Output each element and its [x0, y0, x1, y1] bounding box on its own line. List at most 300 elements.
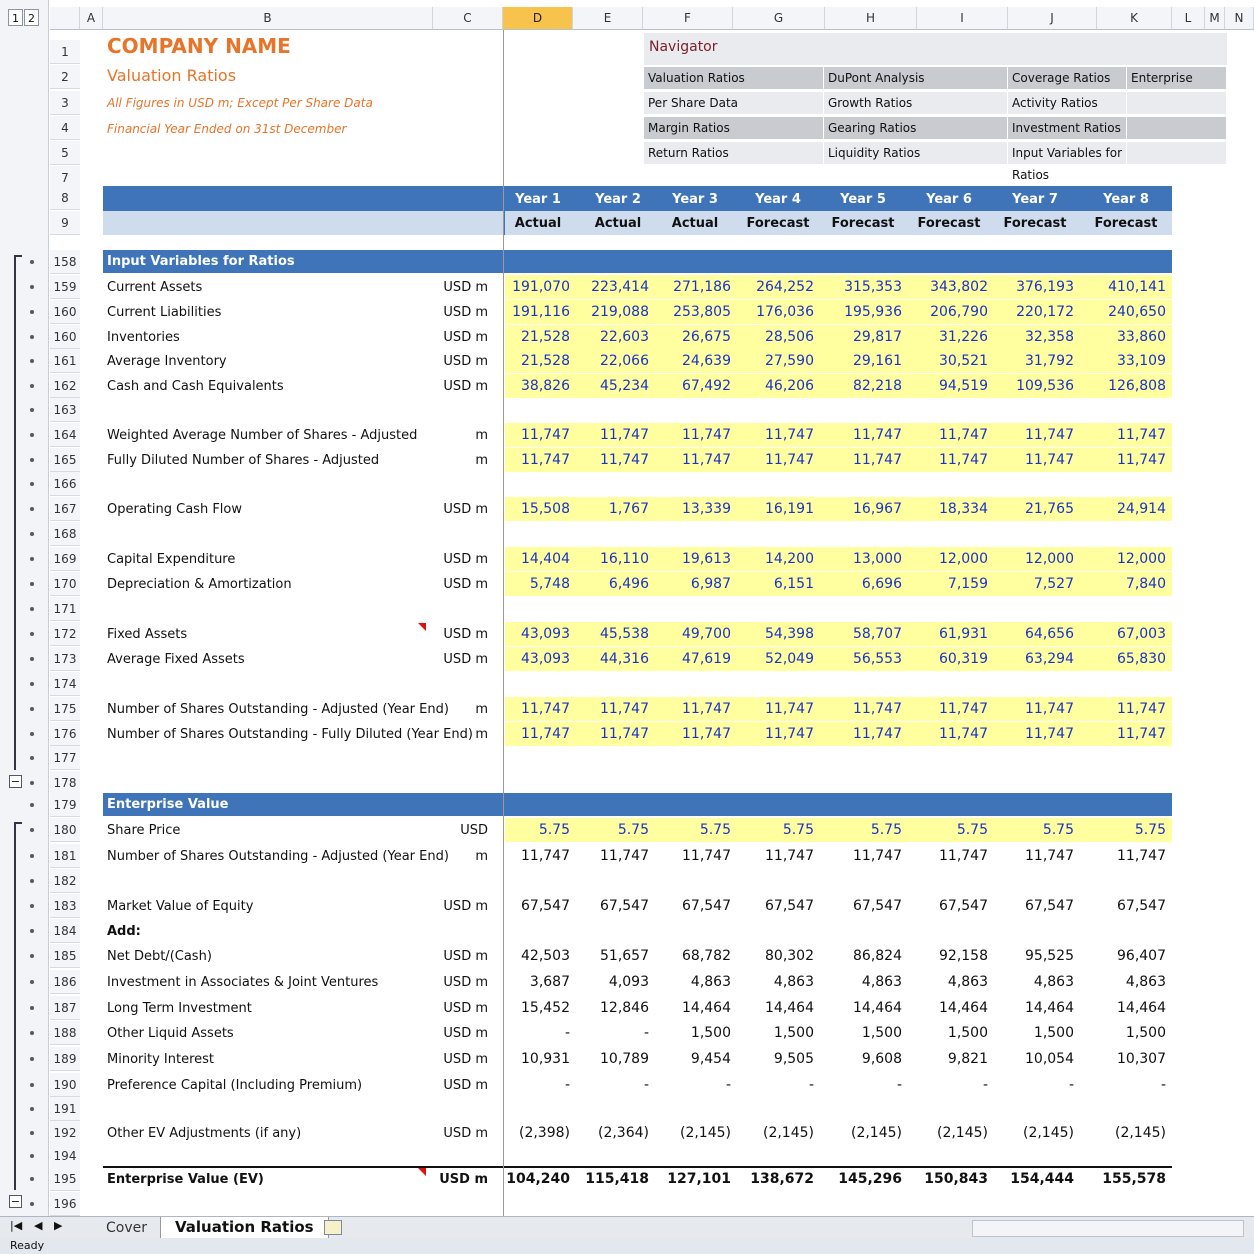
row-header[interactable]: 179 — [50, 793, 80, 817]
value-cell[interactable]: 43,093 — [521, 626, 570, 642]
outline-dot-icon — [30, 954, 34, 958]
value-cell[interactable]: - — [1068, 1077, 1074, 1093]
row-header[interactable]: 189 — [50, 1047, 80, 1071]
value-cell[interactable]: 10,054 — [1025, 1051, 1074, 1067]
value-cell[interactable]: 343,802 — [930, 279, 988, 295]
value-cell[interactable]: 21,765 — [1025, 501, 1074, 517]
value-cell[interactable]: 95,525 — [1025, 948, 1074, 964]
value-cell[interactable]: (2,145) — [936, 1125, 988, 1141]
value-cell[interactable]: 47,619 — [682, 651, 731, 667]
value-cell[interactable]: 46,206 — [765, 378, 814, 394]
value-cell[interactable]: 49,700 — [682, 626, 731, 642]
row-header[interactable]: 195 — [50, 1167, 80, 1191]
value-cell[interactable]: 11,747 — [521, 452, 570, 468]
value-cell[interactable]: - — [564, 1025, 570, 1041]
value-cell[interactable]: 11,747 — [1117, 848, 1166, 864]
navigator-link[interactable]: Growth Ratios — [824, 92, 1007, 114]
value-cell[interactable]: 14,464 — [853, 1000, 902, 1016]
row-header[interactable]: 160 — [50, 300, 80, 324]
outline-dot-icon — [30, 632, 34, 636]
value-cell[interactable]: 109,536 — [1016, 378, 1074, 394]
value-cell[interactable]: 6,696 — [861, 576, 902, 592]
row-header[interactable]: 164 — [50, 423, 80, 447]
row-header[interactable]: 173 — [50, 647, 80, 671]
row-header[interactable]: 186 — [50, 970, 80, 994]
column-header-k[interactable]: K — [1097, 7, 1172, 30]
value-cell[interactable]: 67,547 — [1117, 898, 1166, 914]
value-cell[interactable]: 11,747 — [1025, 726, 1074, 742]
value-cell[interactable]: 67,547 — [600, 898, 649, 914]
outline-collapse-button[interactable]: − — [10, 775, 21, 788]
value-cell[interactable]: 11,747 — [682, 452, 731, 468]
value-cell[interactable]: 67,547 — [853, 898, 902, 914]
value-cell[interactable]: 33,109 — [1117, 353, 1166, 369]
row-header[interactable]: 172 — [50, 622, 80, 646]
value-cell[interactable]: 64,656 — [1025, 626, 1074, 642]
value-cell[interactable]: 376,193 — [1016, 279, 1074, 295]
tab-valuation-ratios[interactable]: Valuation Ratios — [160, 1217, 329, 1239]
outline-dot-icon — [30, 1006, 34, 1010]
value-cell[interactable]: 92,158 — [939, 948, 988, 964]
value-cell[interactable]: 67,492 — [682, 378, 731, 394]
outline-dot-icon — [30, 904, 34, 908]
unit-cell: USD m — [443, 627, 488, 642]
row-header[interactable]: 182 — [50, 869, 80, 893]
value-cell[interactable]: 12,000 — [1025, 551, 1074, 567]
value-cell[interactable]: 22,066 — [600, 353, 649, 369]
row-header[interactable]: 174 — [50, 672, 80, 696]
value-cell[interactable]: (2,145) — [762, 1125, 814, 1141]
row-header[interactable]: 162 — [50, 374, 80, 398]
value-cell[interactable]: 16,110 — [600, 551, 649, 567]
value-cell[interactable]: 5.75 — [538, 822, 570, 838]
value-cell[interactable]: 11,747 — [600, 726, 649, 742]
value-cell[interactable]: 1,500 — [1033, 1025, 1074, 1041]
value-cell[interactable]: 5.75 — [782, 822, 814, 838]
row-header[interactable]: 5 — [50, 141, 80, 165]
value-cell[interactable]: 3,687 — [529, 974, 570, 990]
row-header[interactable]: 196 — [50, 1192, 80, 1216]
value-cell[interactable]: 271,186 — [673, 279, 731, 295]
value-cell[interactable]: 67,003 — [1117, 626, 1166, 642]
row-header[interactable]: 191 — [50, 1097, 80, 1121]
row-header[interactable]: 163 — [50, 398, 80, 422]
value-cell[interactable]: - — [643, 1077, 649, 1093]
value-cell[interactable]: 7,840 — [1125, 576, 1166, 592]
navigator-link[interactable]: Valuation Ratios — [644, 67, 823, 89]
value-cell[interactable]: (2,145) — [850, 1125, 902, 1141]
row-header[interactable]: 171 — [50, 597, 80, 621]
value-cell[interactable]: 11,747 — [682, 726, 731, 742]
value-cell[interactable]: 11,747 — [853, 427, 902, 443]
value-cell[interactable]: 11,747 — [600, 427, 649, 443]
value-cell[interactable]: 21,528 — [521, 353, 570, 369]
value-cell[interactable]: 15,508 — [521, 501, 570, 517]
row-header[interactable]: 185 — [50, 944, 80, 968]
outline-level-2-button[interactable]: 2 — [24, 9, 39, 26]
navigator-link[interactable]: Liquidity Ratios — [824, 142, 1007, 164]
value-cell[interactable]: 5.75 — [699, 822, 731, 838]
value-cell[interactable]: 10,307 — [1117, 1051, 1166, 1067]
value-cell[interactable]: 11,747 — [1025, 701, 1074, 717]
value-cell[interactable]: 24,639 — [682, 353, 731, 369]
value-cell[interactable]: 63,294 — [1025, 651, 1074, 667]
unit-cell: USD m — [443, 1026, 488, 1041]
value-cell[interactable]: 11,747 — [853, 726, 902, 742]
value-cell[interactable]: 94,519 — [939, 378, 988, 394]
value-cell[interactable]: 11,747 — [853, 848, 902, 864]
value-cell[interactable]: 56,553 — [853, 651, 902, 667]
value-cell[interactable]: 38,826 — [521, 378, 570, 394]
value-cell[interactable]: - — [896, 1077, 902, 1093]
column-header-l[interactable]: L — [1172, 7, 1205, 30]
row-header[interactable]: 176 — [50, 722, 80, 746]
value-cell[interactable]: 11,747 — [1025, 848, 1074, 864]
navigator-link[interactable]: Coverage Ratios — [1008, 67, 1126, 89]
value-cell[interactable]: (2,364) — [597, 1125, 649, 1141]
value-cell[interactable]: 61,931 — [939, 626, 988, 642]
value-cell[interactable]: 14,464 — [1117, 1000, 1166, 1016]
value-cell[interactable]: 43,093 — [521, 651, 570, 667]
value-cell[interactable]: - — [808, 1077, 814, 1093]
value-cell[interactable]: 11,747 — [765, 427, 814, 443]
value-cell[interactable]: 29,161 — [853, 353, 902, 369]
row-header[interactable]: 181 — [50, 844, 80, 868]
value-cell[interactable]: 54,398 — [765, 626, 814, 642]
column-header-g[interactable]: G — [733, 7, 825, 30]
row-header[interactable]: 160 — [50, 325, 80, 349]
row-header[interactable]: 7 — [50, 166, 80, 190]
value-cell[interactable]: 11,747 — [600, 452, 649, 468]
value-cell[interactable]: 5.75 — [1042, 822, 1074, 838]
value-cell[interactable]: - — [725, 1077, 731, 1093]
column-header-f[interactable]: F — [643, 7, 733, 30]
value-cell[interactable]: 11,747 — [1117, 452, 1166, 468]
value-cell[interactable]: 29,817 — [853, 329, 902, 345]
year-type: Forecast — [1003, 216, 1067, 231]
column-header-b[interactable]: B — [103, 7, 433, 30]
tab-cover[interactable]: Cover — [92, 1218, 162, 1238]
tab-scroll-next-icon[interactable]: ▶ — [54, 1219, 63, 1232]
row-header[interactable]: 188 — [50, 1021, 80, 1045]
value-cell[interactable]: 11,747 — [1117, 701, 1166, 717]
value-cell[interactable]: 11,747 — [1025, 427, 1074, 443]
value-cell[interactable]: 11,747 — [853, 452, 902, 468]
value-cell[interactable]: 11,747 — [939, 427, 988, 443]
navigator-panel — [644, 33, 1227, 182]
outline-bracket-cap — [14, 255, 22, 257]
navigator-link[interactable]: DuPont Analysis — [824, 67, 1007, 89]
value-cell[interactable]: 12,000 — [939, 551, 988, 567]
value-cell[interactable]: 220,172 — [1016, 304, 1074, 320]
outline-level-1-button[interactable]: 1 — [8, 9, 23, 26]
value-cell[interactable]: 42,503 — [521, 948, 570, 964]
value-cell[interactable]: 32,358 — [1025, 329, 1074, 345]
value-cell[interactable]: (2,145) — [679, 1125, 731, 1141]
value-cell[interactable]: 31,792 — [1025, 353, 1074, 369]
value-cell[interactable]: 5.75 — [1134, 822, 1166, 838]
navigator-link[interactable]: Enterprise — [1127, 67, 1226, 89]
value-cell[interactable]: 11,747 — [682, 848, 731, 864]
value-cell[interactable]: 1,500 — [861, 1025, 902, 1041]
value-cell[interactable]: 9,608 — [861, 1051, 902, 1067]
column-header-d[interactable]: D — [503, 7, 573, 30]
value-cell[interactable]: 6,987 — [690, 576, 731, 592]
value-cell[interactable]: 26,675 — [682, 329, 731, 345]
value-cell[interactable]: 10,789 — [600, 1051, 649, 1067]
row-header[interactable]: 8 — [50, 186, 80, 210]
value-cell[interactable]: 4,093 — [608, 974, 649, 990]
value-cell[interactable]: 16,967 — [853, 501, 902, 517]
navigator-link[interactable]: Input Variables for Ratios — [1008, 142, 1126, 164]
value-cell[interactable]: 1,500 — [773, 1025, 814, 1041]
row-header[interactable]: 183 — [50, 894, 80, 918]
value-cell[interactable]: 22,603 — [600, 329, 649, 345]
outline-collapse-button[interactable]: − — [10, 1195, 21, 1208]
column-header-a[interactable]: A — [80, 7, 103, 30]
value-cell[interactable]: 176,036 — [756, 304, 814, 320]
row-header[interactable]: 178 — [50, 771, 80, 795]
column-header-i[interactable]: I — [917, 7, 1008, 30]
value-cell[interactable]: 82,218 — [853, 378, 902, 394]
value-cell[interactable]: 14,464 — [765, 1000, 814, 1016]
value-cell[interactable]: 11,747 — [939, 726, 988, 742]
value-cell[interactable]: 19,613 — [682, 551, 731, 567]
value-cell[interactable]: 191,070 — [512, 279, 570, 295]
value-cell[interactable]: 67,547 — [765, 898, 814, 914]
navigator-link[interactable]: Activity Ratios — [1008, 92, 1126, 114]
value-cell[interactable]: 67,547 — [939, 898, 988, 914]
value-cell[interactable]: 14,200 — [765, 551, 814, 567]
value-cell[interactable]: 115,418 — [585, 1171, 649, 1187]
value-cell[interactable]: 11,747 — [1117, 427, 1166, 443]
value-cell[interactable]: 1,500 — [1125, 1025, 1166, 1041]
navigator-link[interactable]: Return Ratios — [644, 142, 823, 164]
value-cell[interactable]: 145,296 — [838, 1171, 902, 1187]
value-cell[interactable]: 5,748 — [529, 576, 570, 592]
value-cell[interactable]: 240,650 — [1108, 304, 1166, 320]
row-header[interactable]: 4 — [50, 116, 80, 140]
value-cell[interactable]: 13,339 — [682, 501, 731, 517]
value-cell[interactable]: 15,452 — [521, 1000, 570, 1016]
row-header[interactable]: 194 — [50, 1144, 80, 1168]
column-header-h[interactable]: H — [825, 7, 917, 30]
row-header[interactable]: 166 — [50, 472, 80, 496]
value-cell[interactable]: (2,145) — [1114, 1125, 1166, 1141]
value-cell[interactable]: 11,747 — [682, 427, 731, 443]
column-header-e[interactable]: E — [573, 7, 643, 30]
value-cell[interactable]: 65,830 — [1117, 651, 1166, 667]
value-cell[interactable]: (2,398) — [518, 1125, 570, 1141]
tab-scroll-prev-icon[interactable]: ◀ — [34, 1219, 43, 1232]
value-cell[interactable]: 11,747 — [939, 848, 988, 864]
column-header-j[interactable]: J — [1008, 7, 1097, 30]
value-cell[interactable]: 4,863 — [690, 974, 731, 990]
value-cell[interactable]: 11,747 — [765, 848, 814, 864]
value-cell[interactable]: 80,302 — [765, 948, 814, 964]
value-cell[interactable]: 24,914 — [1117, 501, 1166, 517]
value-cell[interactable]: 67,547 — [682, 898, 731, 914]
value-cell[interactable]: 45,234 — [600, 378, 649, 394]
value-cell[interactable]: 127,101 — [667, 1171, 731, 1187]
row-header[interactable]: 177 — [50, 746, 80, 770]
value-cell[interactable]: 67,547 — [521, 898, 570, 914]
tab-scroll-first-icon[interactable]: |◀ — [10, 1219, 23, 1232]
row-header[interactable]: 9 — [50, 211, 80, 235]
column-header-m[interactable]: M — [1205, 7, 1225, 30]
value-cell[interactable]: 5.75 — [956, 822, 988, 838]
value-cell[interactable]: 11,747 — [521, 701, 570, 717]
value-cell[interactable]: 11,747 — [1117, 726, 1166, 742]
value-cell[interactable]: 18,334 — [939, 501, 988, 517]
value-cell[interactable]: 4,863 — [1033, 974, 1074, 990]
value-cell[interactable]: 14,464 — [682, 1000, 731, 1016]
value-cell[interactable]: 11,747 — [600, 848, 649, 864]
value-cell[interactable]: 14,404 — [521, 551, 570, 567]
outline-dot-icon — [30, 285, 34, 289]
comment-indicator-icon[interactable] — [418, 1168, 426, 1176]
value-cell[interactable]: 30,521 — [939, 353, 988, 369]
value-cell[interactable]: 9,505 — [773, 1051, 814, 1067]
value-cell[interactable]: 155,578 — [1102, 1171, 1166, 1187]
value-cell[interactable]: 223,414 — [591, 279, 649, 295]
insert-sheet-icon[interactable] — [324, 1220, 342, 1235]
row-header[interactable]: 1 — [50, 40, 80, 64]
value-cell[interactable]: 150,843 — [924, 1171, 988, 1187]
value-cell[interactable]: 51,657 — [600, 948, 649, 964]
value-cell[interactable]: 11,747 — [853, 701, 902, 717]
value-cell[interactable]: 11,747 — [765, 701, 814, 717]
row-header[interactable]: 167 — [50, 497, 80, 521]
value-cell[interactable]: 9,454 — [690, 1051, 731, 1067]
value-cell[interactable]: 28,506 — [765, 329, 814, 345]
value-cell[interactable]: - — [1160, 1077, 1166, 1093]
column-header-n[interactable]: N — [1225, 7, 1254, 30]
value-cell[interactable]: 11,747 — [521, 427, 570, 443]
value-cell[interactable]: 1,767 — [608, 501, 649, 517]
value-cell[interactable]: 5.75 — [617, 822, 649, 838]
horizontal-scrollbar[interactable] — [972, 1220, 1244, 1237]
value-cell[interactable]: 60,319 — [939, 651, 988, 667]
value-cell[interactable]: - — [564, 1077, 570, 1093]
value-cell[interactable]: 410,141 — [1108, 279, 1166, 295]
row-header[interactable]: 180 — [50, 818, 80, 842]
value-cell[interactable]: 31,226 — [939, 329, 988, 345]
value-cell[interactable]: 5.75 — [870, 822, 902, 838]
value-cell[interactable]: 7,527 — [1033, 576, 1074, 592]
value-cell[interactable]: 13,000 — [853, 551, 902, 567]
value-cell[interactable]: 11,747 — [765, 726, 814, 742]
value-cell[interactable]: 253,805 — [673, 304, 731, 320]
row-header[interactable]: 159 — [50, 275, 80, 299]
select-all-corner[interactable] — [50, 7, 80, 30]
value-cell[interactable]: 86,824 — [853, 948, 902, 964]
value-cell[interactable]: 11,747 — [939, 701, 988, 717]
value-cell[interactable]: 264,252 — [756, 279, 814, 295]
row-header[interactable]: 184 — [50, 919, 80, 943]
row-header[interactable]: 175 — [50, 697, 80, 721]
value-cell[interactable]: 138,672 — [750, 1171, 814, 1187]
value-cell[interactable]: 195,936 — [844, 304, 902, 320]
navigator-link[interactable]: Per Share Data — [644, 92, 823, 114]
value-cell[interactable]: 68,782 — [682, 948, 731, 964]
value-cell[interactable]: (2,145) — [1022, 1125, 1074, 1141]
value-cell[interactable]: 58,707 — [853, 626, 902, 642]
year-header: Year 5 — [840, 192, 886, 207]
value-cell[interactable]: 4,863 — [1125, 974, 1166, 990]
value-cell[interactable]: 14,464 — [1025, 1000, 1074, 1016]
value-cell[interactable]: 11,747 — [682, 701, 731, 717]
navigator-link[interactable]: Investment Ratios — [1008, 117, 1126, 139]
value-cell[interactable]: 11,747 — [521, 726, 570, 742]
value-cell[interactable]: 191,116 — [512, 304, 570, 320]
value-cell[interactable]: 11,747 — [521, 848, 570, 864]
value-cell[interactable]: 96,407 — [1117, 948, 1166, 964]
value-cell[interactable]: 104,240 — [506, 1171, 570, 1187]
value-cell[interactable]: 1,500 — [947, 1025, 988, 1041]
value-cell[interactable]: 12,000 — [1117, 551, 1166, 567]
row-header[interactable]: 170 — [50, 572, 80, 596]
value-cell[interactable]: 11,747 — [600, 701, 649, 717]
row-header[interactable]: 169 — [50, 547, 80, 571]
row-header[interactable]: 165 — [50, 448, 80, 472]
value-cell[interactable]: 11,747 — [765, 452, 814, 468]
value-cell[interactable]: 12,846 — [600, 1000, 649, 1016]
row-header[interactable]: 168 — [50, 522, 80, 546]
row-header[interactable]: 161 — [50, 349, 80, 373]
value-cell[interactable]: 27,590 — [765, 353, 814, 369]
value-cell[interactable]: 7,159 — [947, 576, 988, 592]
row-header[interactable]: 187 — [50, 996, 80, 1020]
value-cell[interactable]: 11,747 — [939, 452, 988, 468]
value-cell[interactable]: 33,860 — [1117, 329, 1166, 345]
value-cell[interactable]: 16,191 — [765, 501, 814, 517]
value-cell[interactable]: 126,808 — [1108, 378, 1166, 394]
row-header[interactable]: 2 — [50, 65, 80, 89]
navigator-link[interactable]: Gearing Ratios — [824, 117, 1007, 139]
value-cell[interactable]: 1,500 — [690, 1025, 731, 1041]
column-header-c[interactable]: C — [433, 7, 503, 30]
value-cell[interactable]: 315,353 — [844, 279, 902, 295]
value-cell[interactable]: 4,863 — [947, 974, 988, 990]
value-cell[interactable]: 4,863 — [861, 974, 902, 990]
row-header[interactable]: 158 — [50, 250, 80, 274]
value-cell[interactable]: 14,464 — [939, 1000, 988, 1016]
row-header[interactable]: 192 — [50, 1121, 80, 1145]
value-cell[interactable]: 67,547 — [1025, 898, 1074, 914]
value-cell[interactable]: 219,088 — [591, 304, 649, 320]
value-cell[interactable]: 11,747 — [1025, 452, 1074, 468]
comment-indicator-icon[interactable] — [418, 623, 426, 631]
value-cell[interactable]: - — [643, 1025, 649, 1041]
value-cell[interactable]: 9,821 — [947, 1051, 988, 1067]
value-cell[interactable]: 21,528 — [521, 329, 570, 345]
value-cell[interactable]: 6,496 — [608, 576, 649, 592]
value-cell[interactable]: - — [982, 1077, 988, 1093]
row-header[interactable]: 190 — [50, 1073, 80, 1097]
value-cell[interactable]: 4,863 — [773, 974, 814, 990]
value-cell[interactable]: 45,538 — [600, 626, 649, 642]
value-cell[interactable]: 10,931 — [521, 1051, 570, 1067]
value-cell[interactable]: 44,316 — [600, 651, 649, 667]
value-cell[interactable]: 52,049 — [765, 651, 814, 667]
value-cell[interactable]: 206,790 — [930, 304, 988, 320]
navigator-link[interactable]: Margin Ratios — [644, 117, 823, 139]
value-cell[interactable]: 154,444 — [1010, 1171, 1074, 1187]
value-cell[interactable]: 6,151 — [773, 576, 814, 592]
outline-dot-icon — [30, 1107, 34, 1111]
row-header[interactable]: 3 — [50, 91, 80, 115]
